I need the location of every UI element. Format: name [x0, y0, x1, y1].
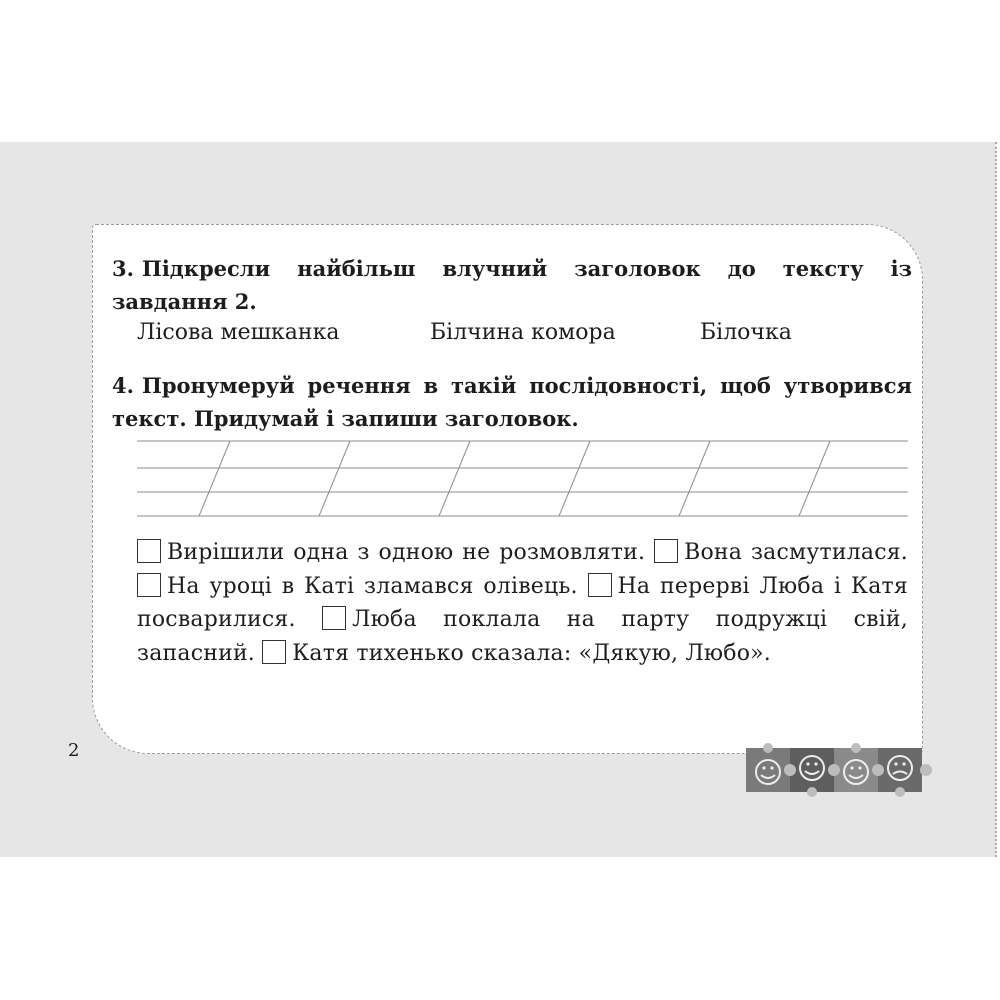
- sentence: Люба поклала на парту подружці свій, запасний.: [137, 607, 908, 666]
- title-option[interactable]: Білочка: [700, 320, 792, 345]
- task-3: [112, 252, 912, 318]
- sentence: Катя тихенько сказала: «Дякую, Любо».: [292, 640, 771, 666]
- number-box[interactable]: [137, 573, 161, 597]
- sentence: Вона засмутилася.: [684, 540, 908, 565]
- page-number: 2: [68, 740, 80, 761]
- task-3-number: 3.: [112, 256, 134, 281]
- sentence: На перерві Люба і Катя посварилися.: [137, 573, 908, 632]
- number-box[interactable]: [588, 573, 612, 597]
- page-edge-dotted-line: [995, 142, 997, 857]
- number-box[interactable]: [137, 539, 161, 563]
- task-4: [112, 369, 912, 435]
- number-box[interactable]: [654, 539, 678, 563]
- title-options: [137, 320, 837, 354]
- task-4-number: 4.: [112, 373, 134, 398]
- sentence: На уроці в Каті зламався олівець.: [167, 573, 578, 599]
- handwriting-lines[interactable]: [137, 437, 908, 519]
- sentences-paragraph: [137, 536, 908, 670]
- sentence: Вирішили одна з одною не розмовляти.: [167, 540, 646, 565]
- title-option[interactable]: Лісова мешканка: [137, 320, 340, 345]
- task-4-instruction: Пронумеруй речення в такій послідовності, щоб утворився текст. Придумай і запиши заголовок.: [112, 373, 912, 431]
- number-box[interactable]: [322, 606, 346, 630]
- task-3-instruction: Підкресли найбільш влучний заголовок до тексту із завдання 2.: [112, 256, 912, 314]
- number-box[interactable]: [262, 640, 286, 664]
- title-option[interactable]: Білчина комора: [430, 320, 616, 345]
- smiley-puzzle-icon: [740, 740, 936, 800]
